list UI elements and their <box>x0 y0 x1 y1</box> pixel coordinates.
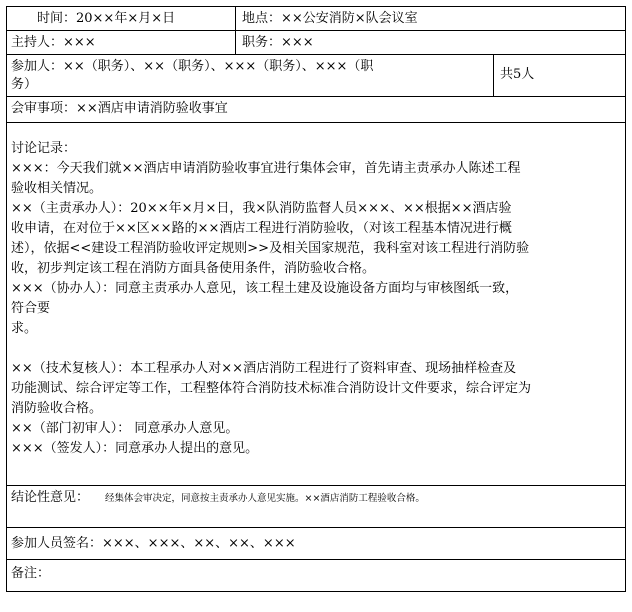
discussion-line: ×××（签发人）：同意承办人提出的意见。 <box>11 441 259 456</box>
position-cell <box>235 31 625 54</box>
row-host-position <box>7 31 625 55</box>
participants-line-1: 参加人：××（职务）、××（职务）、×××（职务）、×××（职 <box>11 59 374 74</box>
discussion-line: 验收相关情况。 <box>11 181 103 196</box>
participants-cell <box>7 55 493 96</box>
row-participants <box>7 55 625 97</box>
discussion-line: ××（主责承办人）：20××年×月×日，我×队消防监督人员×××、××根据××酒店验 <box>11 201 512 216</box>
conclusion-text: 经集体会审决定，同意按主责承办人意见实施。××酒店消防工程验收合格。 <box>105 493 425 504</box>
participants-total: 共5人 <box>500 67 535 82</box>
location-cell <box>235 7 625 30</box>
review-matter-cell <box>7 97 625 122</box>
discussion-line: 功能测试、综合评定等工作，工程整体符合消防技术标准合消防设计文件要求，综合评定为 <box>11 381 532 396</box>
discussion-line: ×××（协办人）：同意主责承办人意见，该工程土建及设施设备方面均与审核图纸一致， <box>11 281 519 296</box>
review-matter: 会审事项：××酒店申请消防验收事宜 <box>11 101 228 116</box>
discussion-line: 消防验收合格。 <box>11 401 103 416</box>
meeting-location: 地点：××公安消防×队会议室 <box>242 11 418 26</box>
remarks-label: 备注： <box>11 566 51 581</box>
row-time-location <box>7 7 625 31</box>
time-cell <box>7 7 235 30</box>
meeting-host: 主持人：××× <box>11 35 96 50</box>
discussion-heading: 讨论记录： <box>11 141 77 156</box>
conclusion-cell <box>7 486 625 527</box>
row-signatures <box>7 528 625 560</box>
participants-total-cell <box>493 55 625 96</box>
discussion-line: 符合要 <box>11 301 51 316</box>
remarks-cell <box>7 560 625 591</box>
discussion-line: 求。 <box>11 321 38 336</box>
participant-signatures: 参加人员签名：×××、×××、××、××、××× <box>11 536 296 551</box>
discussion-cell <box>7 123 625 485</box>
row-discussion <box>7 123 625 486</box>
discussion-line: 述），依据<<建设工程消防验收评定规则>>及相关国家规范，我科室对该工程进行消防验 <box>11 241 530 256</box>
discussion-line: ××（技术复核人）：本工程承办人对××酒店消防工程进行了资料审查、现场抽样检查及 <box>11 361 517 376</box>
discussion-lines <box>11 159 621 459</box>
discussion-line: ×××：今天我们就××酒店申请消防验收事宜进行集体会审，首先请主责承办人陈述工程 <box>11 161 521 176</box>
host-position: 职务：××× <box>242 35 314 50</box>
meeting-record-table <box>6 6 626 592</box>
row-review-matter <box>7 97 625 123</box>
discussion-line: 收申请，在对位于××区××路的××酒店工程进行消防验收，（对该工程基本情况进行概 <box>11 221 512 236</box>
conclusion-label: 结论性意见： <box>11 490 90 505</box>
row-remarks <box>7 560 625 591</box>
meeting-time: 时间：20××年×月×日 <box>37 11 176 26</box>
host-cell <box>7 31 235 54</box>
signatures-cell <box>7 528 625 559</box>
row-conclusion <box>7 486 625 528</box>
participants-line-2: 务） <box>11 77 38 92</box>
discussion-line <box>11 339 621 359</box>
discussion-line: 收，初步判定该工程在消防方面具备使用条件，消防验收合格。 <box>11 261 376 276</box>
discussion-line: ××（部门初审人）： 同意承办人意见。 <box>11 421 239 436</box>
